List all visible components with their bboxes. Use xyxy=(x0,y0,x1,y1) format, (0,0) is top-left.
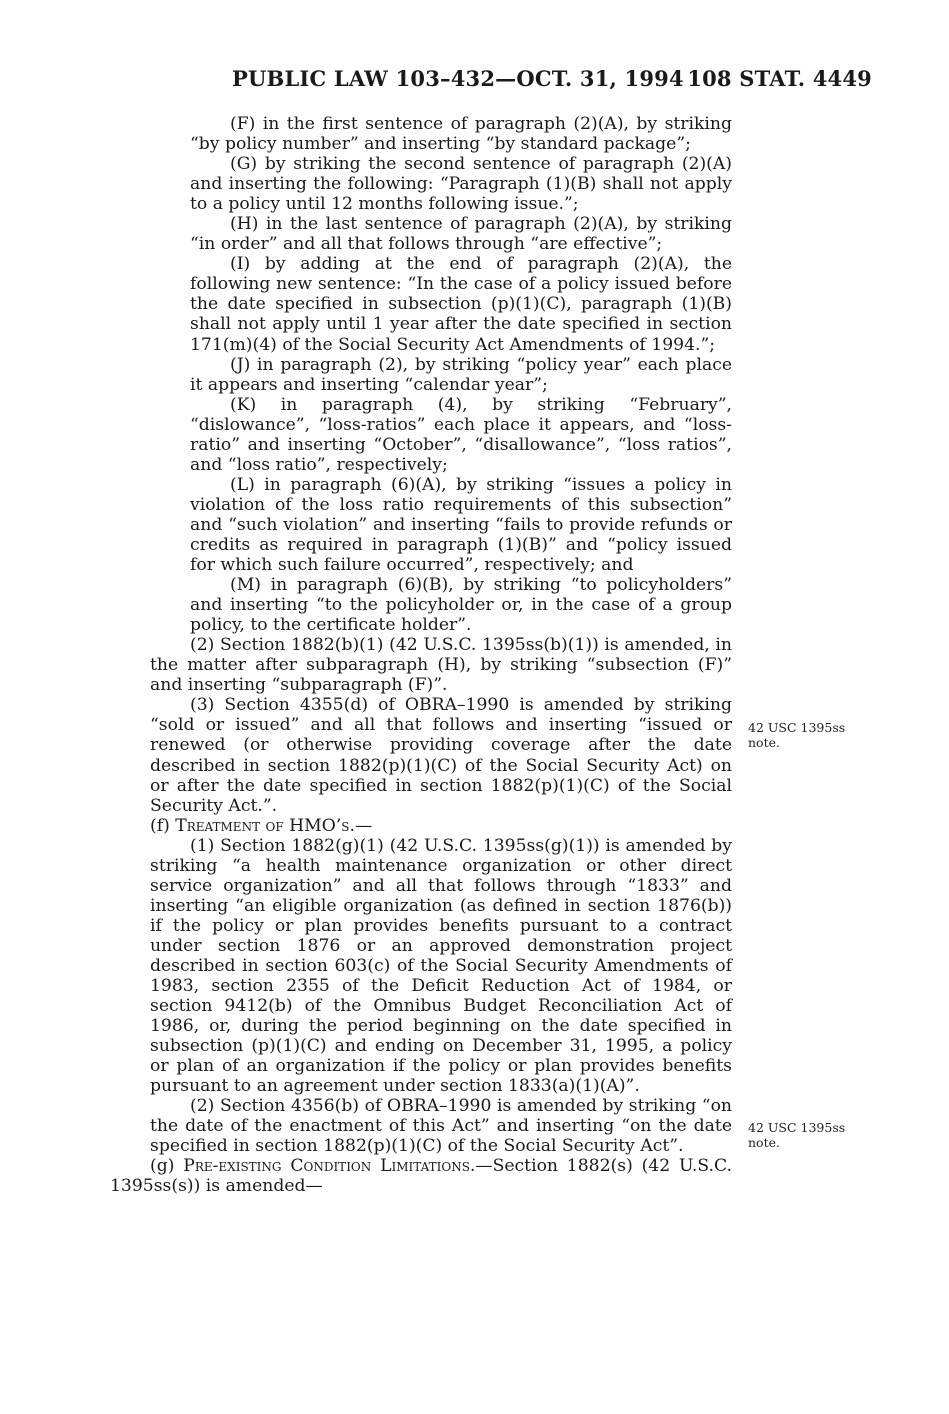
subsection-g-label: (g) xyxy=(150,1156,184,1177)
subsection-f-label: (f) xyxy=(150,815,176,836)
margin-note xyxy=(748,1120,878,1150)
subparagraph-k: (K) in paragraph (4), by striking “February”, “dislowance”, “loss-ratios” each place it appears, and “loss-ratio” and inserting “October”, “disallowance”, “loss ratios”, and “loss ratio”, respectively; xyxy=(190,394,732,475)
header-statute-page: 108 STAT. 4449 xyxy=(687,66,872,91)
subparagraph-f: (F) in the first sentence of paragraph (2)(A), by striking “by policy number” and inserting “by standard package”; xyxy=(190,114,732,155)
subsection-g xyxy=(110,1156,732,1196)
subparagraph-i: (I) by adding at the end of paragraph (2)(A), the following new sentence: “In the case of a policy issued before the date specified in subsection (p)(1)(C), paragraph (1)(B) shall not apply until 1 year after the date specified in section 171(m)(4) of the Social Security Act Amendments of 1994.”; xyxy=(190,254,732,355)
paragraph-f2: (2) Section 4356(b) of OBRA–1990 is amended by striking “on the date of the enactment of this Act” and inserting “on the date specified in section 1882(p)(1)(C) of the Social Security Act”. xyxy=(150,1096,732,1157)
margin-note-citation: 42 USC 1395ss xyxy=(748,1120,846,1135)
subsection-g-text: —Section 1882(s) (42 U.S.C. 1395ss(s)) is amended— xyxy=(110,1156,732,1197)
margin-note-label: note. xyxy=(748,1135,780,1150)
paragraph-e2: (2) Section 1882(b)(1) (42 U.S.C. 1395ss(b)(1)) is amended, in the matter after subparagraph (H), by striking “subsection (F)” and inserting “subparagraph (F)”. xyxy=(150,635,732,696)
paragraph-f1: (1) Section 1882(g)(1) (42 U.S.C. 1395ss(g)(1)) is amended by striking “a health maintenance organization or other direct service organization” and all that follows through “1833” and inserting “an eligible organization (as defined in section 1876(b)) if the policy or plan provides benefits pursuant to a contract under section 1876 or an approved demonstration project described in section 603(c) of the Social Security Amendments of 1983, section 2355 of the Deficit Reduction Act of 1984, or section 9412(b) of the Omnibus Budget Reconciliation Act of 1986, or, during the period beginning on the date specified in subsection (p)(1)(C) and ending on December 31, 1995, a policy or plan of an organization if the policy or plan provides benefits pursuant to an agreement under section 1833(a)(1)(A)”. xyxy=(150,835,732,1097)
subsection-g-title: Pre-existing Condition Limitations. xyxy=(183,1156,476,1177)
subparagraph-j: (J) in paragraph (2), by striking “policy year” each place it appears and inserting “calendar year”; xyxy=(190,354,732,395)
margin-note-citation: 42 USC 1395ss xyxy=(748,720,846,735)
subparagraph-h: (H) in the last sentence of paragraph (2)(A), by striking “in order” and all that follows through “are effective”; xyxy=(190,214,732,255)
document-body xyxy=(110,114,732,1197)
subsection-f-heading xyxy=(110,816,732,836)
subparagraph-l: (L) in paragraph (6)(A), by striking “issues a policy in violation of the loss ratio requirements of this subsection” and “such violation” and inserting “fails to provide refunds or credits as required in paragraph (1)(B)” and “policy issued for which such failure occurred”, respectively; and xyxy=(190,474,732,576)
subparagraph-g: (G) by striking the second sentence of paragraph (2)(A) and inserting the following: “Paragraph (1)(B) shall not apply to a policy until 12 months following issue.”; xyxy=(190,154,732,215)
paragraph-e3: (3) Section 4355(d) of OBRA–1990 is amended by striking “sold or issued” and all that follows and inserting “issued or renewed (or otherwise providing coverage after the date described in section 1882(p)(1)(C) of the Social Security Act) on or after the date specified in section 1882(p)(1)(C) of the Social Security Act.”. xyxy=(150,695,732,816)
subsection-f-title: Treatment of HMO’s.— xyxy=(175,815,373,836)
page-header xyxy=(232,66,872,96)
margin-note-label: note. xyxy=(748,735,780,750)
header-law-title: PUBLIC LAW 103–432—OCT. 31, 1994 xyxy=(232,66,684,91)
margin-note xyxy=(748,720,878,750)
subparagraph-m: (M) in paragraph (6)(B), by striking “to policyholders” and inserting “to the policyholder or, in the case of a group policy, to the certificate holder”. xyxy=(190,575,732,636)
